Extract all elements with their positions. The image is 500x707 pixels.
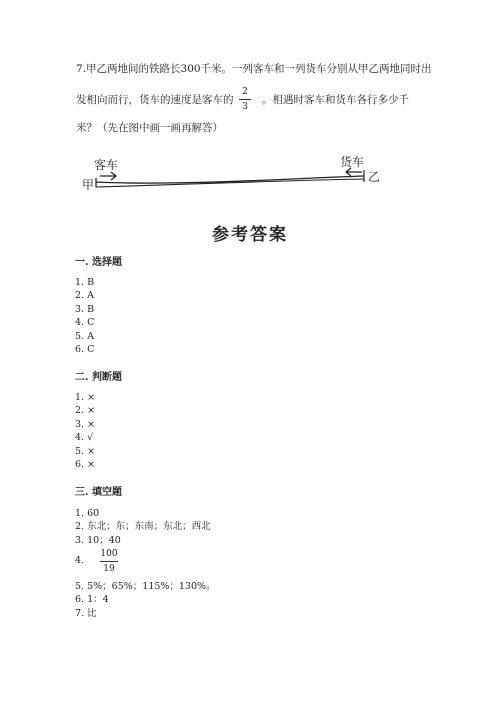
railway-diagram	[0, 0, 500, 220]
location-yi-label: 乙	[368, 170, 381, 184]
question-7-line-3: 米？（先在图中画一画再解答）	[76, 122, 223, 134]
freight-train-label: 货车	[340, 155, 365, 169]
list-item: 5. A	[75, 330, 94, 342]
judgment-answers	[75, 391, 95, 471]
list-item: 3. B	[75, 303, 95, 315]
fill-answers	[75, 507, 211, 547]
passenger-direction-arrow-icon	[100, 172, 116, 180]
section-heading-judgment: 二. 判断题	[75, 372, 122, 383]
list-item: 3. 10；40	[75, 534, 121, 546]
fraction-numerator: 100	[100, 549, 118, 559]
fill-item-4-fraction	[98, 548, 120, 575]
question-7-line-1: 7.甲乙两地间的铁路长300千米。一列客车和一列货车分别从甲乙两地同时出	[76, 63, 432, 75]
list-item: 2. A	[75, 290, 94, 302]
choice-answers	[75, 276, 94, 356]
list-item: 1. ×	[75, 392, 96, 403]
passenger-train-label: 客车	[94, 158, 119, 172]
list-item: 6. C	[75, 344, 95, 356]
question-7-line-2a: 发相向而行，货车的速度是客车的	[76, 94, 234, 106]
question-7-line-2b: 。相遇时客车和货车各行多少千	[262, 94, 409, 106]
list-item: 1. B	[75, 277, 95, 288]
list-item: 5. 5%；65%；115%；130%。	[75, 581, 216, 592]
list-item: 7. 比	[75, 607, 97, 619]
location-jia-label: 甲	[82, 178, 95, 192]
list-item: 4. √	[75, 432, 94, 444]
fraction-denominator: 19	[103, 564, 115, 574]
fill-answers-continued	[75, 580, 216, 620]
section-heading-fill: 三. 填空题	[75, 487, 122, 498]
fraction-denominator: 3	[242, 102, 248, 112]
list-item: 6. ×	[75, 459, 96, 471]
list-item: 5. ×	[75, 445, 96, 457]
fraction-numerator: 2	[242, 87, 248, 97]
fill-item-4-label: 4.	[75, 555, 85, 566]
list-item: 3. ×	[75, 418, 96, 430]
fraction-bar	[100, 561, 118, 562]
list-item: 2. ×	[75, 405, 96, 417]
list-item: 6. 1：4	[75, 594, 109, 606]
list-item: 4. C	[75, 317, 95, 329]
answers-title: 参考答案	[212, 225, 288, 245]
list-item: 2. 东北；东；东南；东北；西北	[75, 521, 211, 533]
list-item: 1. 60	[75, 508, 100, 519]
section-heading-choice: 一. 选择题	[75, 257, 122, 268]
freight-direction-arrow-icon	[346, 168, 362, 176]
